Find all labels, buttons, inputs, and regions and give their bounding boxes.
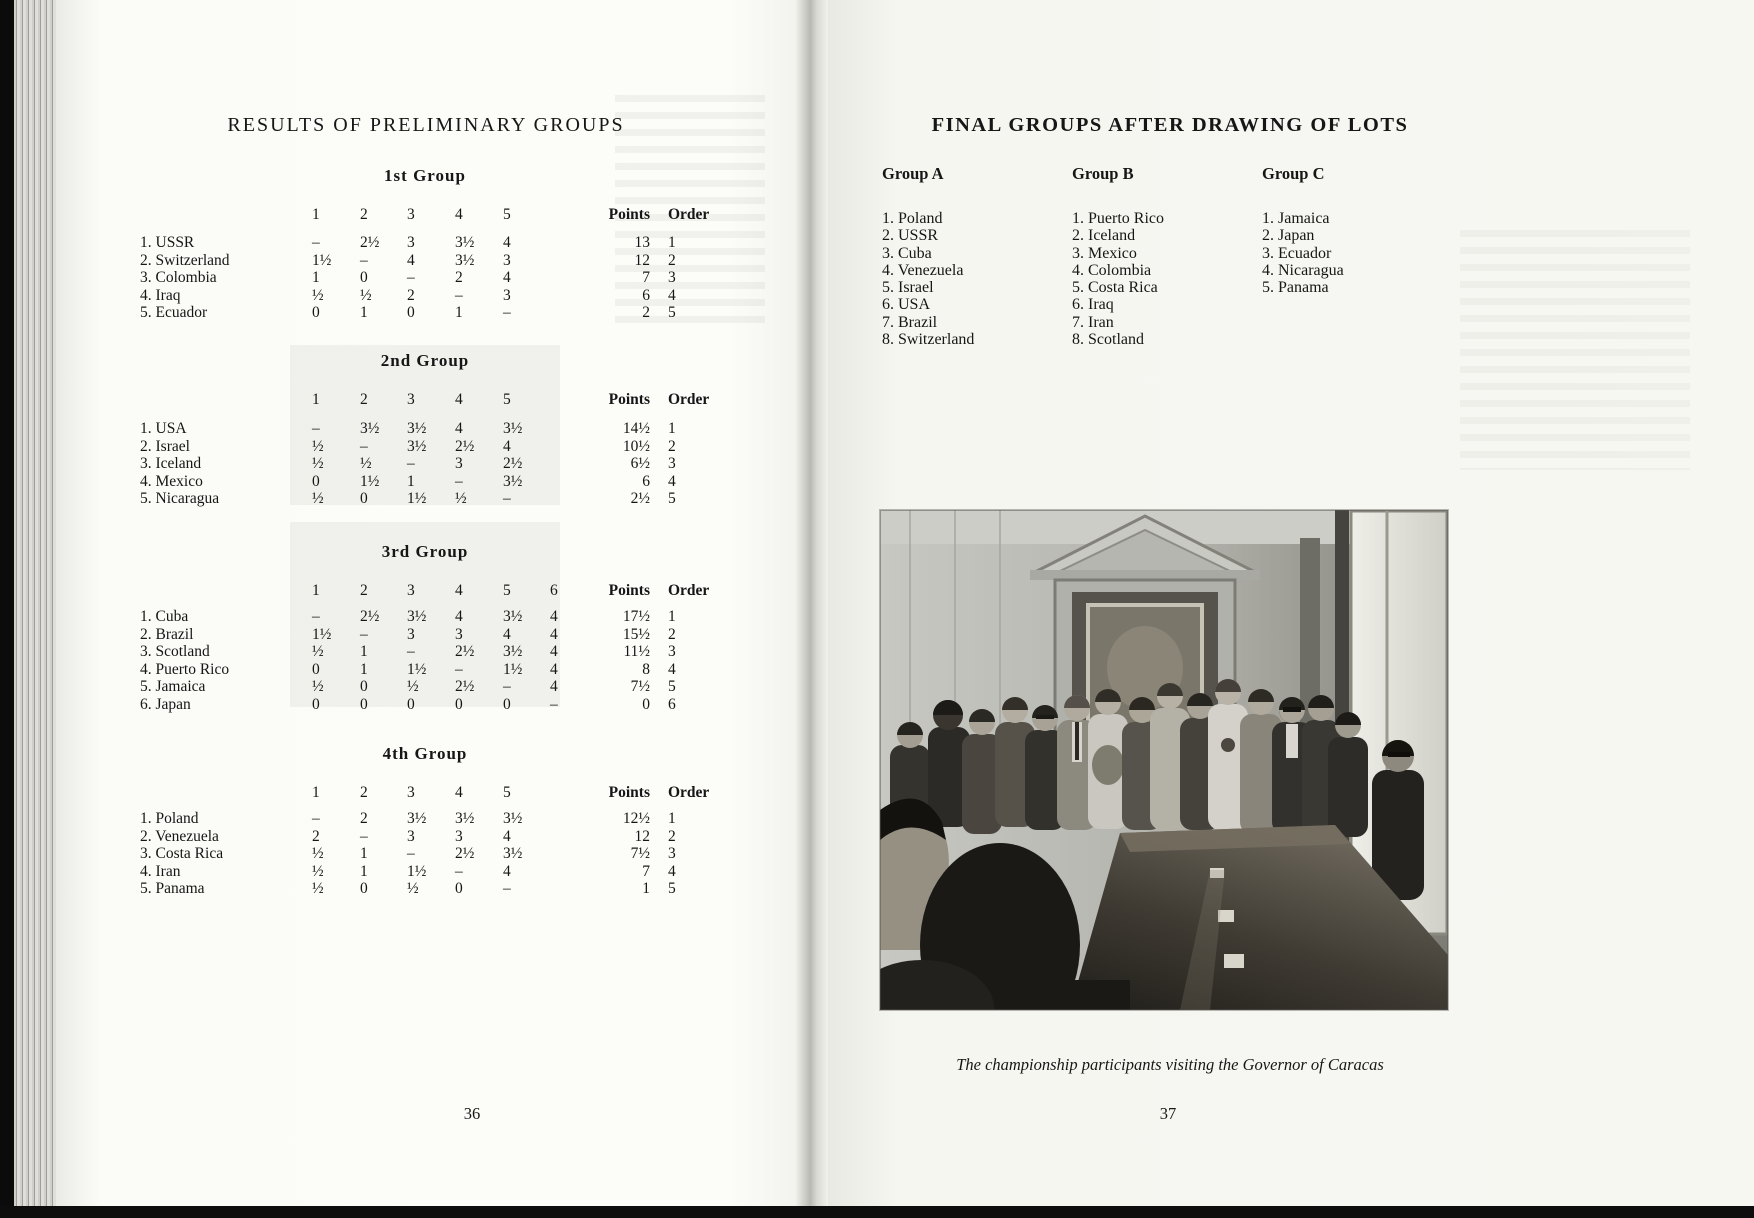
table-row bbox=[140, 880, 740, 898]
order-cell: 4 bbox=[668, 660, 676, 678]
list-item: 6. USA bbox=[882, 296, 931, 314]
score-cell: 3 bbox=[455, 827, 463, 845]
score-cell: 3 bbox=[503, 251, 511, 269]
score-cell: ½ bbox=[360, 286, 372, 304]
final-group-a-heading: Group A bbox=[882, 164, 944, 183]
team-name: 5. Panama bbox=[140, 880, 205, 897]
order-cell: 3 bbox=[668, 845, 676, 862]
score-cell: 4 bbox=[455, 420, 463, 437]
order-cell: 6 bbox=[668, 695, 676, 713]
score-cell: 1 bbox=[360, 643, 368, 660]
order-cell: 5 bbox=[668, 490, 676, 507]
column-number: 3 bbox=[407, 582, 415, 599]
final-group-a-list bbox=[882, 210, 974, 348]
list-item: 7. Brazil bbox=[882, 313, 938, 331]
column-number: 3 bbox=[407, 784, 415, 801]
score-cell: 3½ bbox=[455, 234, 475, 251]
points-cell: 6 bbox=[642, 472, 650, 490]
list-item: 4. Colombia bbox=[1072, 261, 1152, 279]
points-cell: 8 bbox=[642, 660, 650, 678]
score-cell: 4 bbox=[503, 269, 511, 286]
team-name: 1. Cuba bbox=[140, 608, 189, 625]
score-cell: 0 bbox=[407, 304, 415, 321]
score-cell: ½ bbox=[312, 455, 324, 472]
table-row bbox=[140, 455, 740, 473]
score-cell: 1 bbox=[360, 660, 368, 678]
order-cell: 1 bbox=[668, 234, 676, 251]
score-cell: 2 bbox=[407, 286, 415, 304]
list-item: 4. Nicaragua bbox=[1262, 261, 1344, 279]
score-cell: 4 bbox=[503, 437, 511, 455]
column-number: 4 bbox=[455, 784, 463, 801]
team-name: 2. Venezuela bbox=[140, 827, 219, 845]
score-cell: 1 bbox=[360, 304, 368, 321]
group-heading-2nd: 2nd Group bbox=[380, 351, 470, 370]
score-cell: 4 bbox=[503, 234, 511, 251]
points-cell: 1 bbox=[642, 880, 650, 897]
score-cell: – bbox=[407, 269, 415, 286]
column-number: 1 bbox=[312, 206, 320, 223]
final-group-b-heading: Group B bbox=[1072, 164, 1134, 183]
order-cell: 2 bbox=[668, 437, 676, 455]
score-cell: 2½ bbox=[455, 437, 475, 455]
points-header: Points bbox=[608, 391, 650, 408]
column-number: 2 bbox=[360, 391, 368, 408]
table-row bbox=[140, 828, 740, 846]
table-row bbox=[140, 696, 740, 714]
order-cell: 5 bbox=[668, 304, 676, 321]
score-cell: 3 bbox=[407, 827, 415, 845]
score-cell: 3½ bbox=[503, 643, 523, 660]
table-row bbox=[140, 845, 740, 863]
score-cell: 0 bbox=[312, 472, 320, 490]
score-cell: 3½ bbox=[407, 420, 427, 437]
score-cell: – bbox=[360, 827, 368, 845]
scan-bottom-border bbox=[0, 1206, 1754, 1218]
score-cell: ½ bbox=[312, 490, 324, 507]
score-cell: 1 bbox=[455, 304, 463, 321]
order-cell: 3 bbox=[668, 643, 676, 660]
score-cell: 3½ bbox=[455, 810, 475, 827]
score-cell: 0 bbox=[312, 695, 320, 713]
order-header: Order bbox=[668, 206, 710, 223]
table-row bbox=[140, 678, 740, 696]
order-cell: 5 bbox=[668, 678, 676, 695]
table-row bbox=[140, 643, 740, 661]
score-cell: 1½ bbox=[503, 660, 523, 678]
score-cell: ½ bbox=[360, 455, 372, 472]
score-cell: 2 bbox=[360, 810, 368, 827]
page-number-left: 36 bbox=[463, 1104, 481, 1123]
score-cell: ½ bbox=[312, 437, 324, 455]
list-item: 5. Israel bbox=[882, 279, 934, 297]
column-number: 1 bbox=[312, 582, 320, 599]
score-cell: 0 bbox=[360, 490, 368, 507]
table-row bbox=[140, 269, 740, 287]
table-row bbox=[140, 287, 740, 305]
score-cell: 3½ bbox=[503, 420, 523, 437]
score-cell: 0 bbox=[360, 269, 368, 286]
team-name: 1. USA bbox=[140, 420, 187, 437]
list-item: 5. Costa Rica bbox=[1072, 279, 1158, 297]
score-cell: 3 bbox=[503, 286, 511, 304]
score-cell: – bbox=[407, 845, 415, 862]
score-cell: 1½ bbox=[312, 625, 332, 643]
column-number: 3 bbox=[407, 391, 415, 408]
crosstable-4th-rows bbox=[140, 810, 740, 898]
points-header: Points bbox=[608, 206, 650, 223]
points-cell: 15½ bbox=[622, 625, 650, 643]
table-row bbox=[140, 626, 740, 644]
list-item: 5. Panama bbox=[1262, 279, 1329, 297]
list-item: 1. Puerto Rico bbox=[1072, 210, 1164, 227]
page-number-right: 37 bbox=[1159, 1104, 1177, 1123]
score-cell: 1½ bbox=[360, 472, 380, 490]
score-cell: 1 bbox=[360, 862, 368, 880]
score-cell: 3½ bbox=[503, 472, 523, 490]
crosstable-2nd-header bbox=[140, 391, 740, 409]
list-item: 3. Mexico bbox=[1072, 244, 1137, 262]
score-cell: 2½ bbox=[503, 455, 523, 472]
score-cell: 2 bbox=[455, 269, 463, 286]
score-cell: 3 bbox=[407, 625, 415, 643]
scan-left-border bbox=[0, 0, 14, 1218]
score-cell: 1 bbox=[312, 269, 320, 286]
order-cell: 1 bbox=[668, 420, 676, 437]
crosstable-2nd-rows bbox=[140, 420, 740, 508]
score-cell: 4 bbox=[550, 643, 558, 660]
list-item: 2. USSR bbox=[882, 227, 939, 245]
table-row bbox=[140, 490, 740, 508]
points-cell: 11½ bbox=[623, 643, 650, 660]
points-cell: 6 bbox=[642, 286, 650, 304]
score-cell: 2½ bbox=[455, 845, 475, 862]
score-cell: 2½ bbox=[455, 678, 475, 695]
score-cell: ½ bbox=[312, 862, 324, 880]
order-cell: 2 bbox=[668, 251, 676, 269]
score-cell: ½ bbox=[407, 880, 419, 897]
score-cell: – bbox=[455, 286, 463, 304]
points-cell: 12 bbox=[634, 251, 650, 269]
column-number: 5 bbox=[503, 206, 511, 223]
final-group-c-list bbox=[1262, 210, 1344, 296]
list-item: 1. Jamaica bbox=[1262, 210, 1330, 227]
score-cell: – bbox=[312, 234, 320, 251]
score-cell: – bbox=[360, 625, 368, 643]
points-cell: 12½ bbox=[622, 810, 650, 827]
score-cell: – bbox=[455, 660, 463, 678]
team-name: 2. Switzerland bbox=[140, 251, 230, 269]
group-heading-3rd: 3rd Group bbox=[381, 542, 469, 561]
score-cell: 0 bbox=[360, 880, 368, 897]
team-name: 3. Iceland bbox=[140, 455, 202, 472]
book-spine-shadow bbox=[796, 0, 828, 1218]
score-cell: 0 bbox=[312, 304, 320, 321]
score-cell: – bbox=[503, 490, 511, 507]
order-cell: 1 bbox=[668, 608, 676, 625]
list-item: 6. Iraq bbox=[1072, 296, 1114, 314]
score-cell: ½ bbox=[407, 678, 419, 695]
score-cell: 0 bbox=[360, 695, 368, 713]
points-cell: 7½ bbox=[630, 678, 650, 695]
team-name: 1. USSR bbox=[140, 234, 195, 251]
team-name: 5. Nicaragua bbox=[140, 490, 220, 507]
right-page-title: FINAL GROUPS AFTER DRAWING OF LOTS bbox=[931, 114, 1409, 136]
score-cell: 2½ bbox=[455, 643, 475, 660]
group-heading-4th: 4th Group bbox=[382, 744, 468, 763]
score-cell: 2 bbox=[312, 827, 320, 845]
score-cell: 3½ bbox=[503, 810, 523, 827]
team-name: 3. Scotland bbox=[140, 643, 210, 660]
list-item: 3. Ecuador bbox=[1262, 244, 1332, 262]
list-item: 2. Iceland bbox=[1072, 227, 1136, 245]
score-cell: 1½ bbox=[407, 490, 427, 507]
points-cell: 0 bbox=[642, 695, 650, 713]
book-page-edges bbox=[14, 0, 56, 1218]
points-cell: 17½ bbox=[622, 608, 650, 625]
final-group-b-list bbox=[1072, 210, 1164, 348]
team-name: 6. Japan bbox=[140, 695, 191, 713]
score-cell: – bbox=[455, 472, 463, 490]
score-cell: 3 bbox=[455, 625, 463, 643]
crosstable-3rd-rows bbox=[140, 608, 740, 713]
points-cell: 14½ bbox=[622, 420, 650, 437]
points-cell: 7 bbox=[642, 862, 650, 880]
score-cell: 3½ bbox=[360, 420, 380, 437]
column-number: 5 bbox=[503, 391, 511, 408]
score-cell: ½ bbox=[455, 490, 467, 507]
score-cell: 0 bbox=[455, 880, 463, 897]
list-item: 8. Switzerland bbox=[882, 331, 975, 349]
column-number: 5 bbox=[503, 582, 511, 599]
team-name: 3. Colombia bbox=[140, 269, 217, 286]
score-cell: 0 bbox=[407, 695, 415, 713]
score-cell: ½ bbox=[312, 286, 324, 304]
score-cell: 3½ bbox=[407, 608, 427, 625]
score-cell: – bbox=[407, 455, 415, 472]
score-cell: – bbox=[360, 251, 368, 269]
team-name: 4. Iraq bbox=[140, 286, 181, 304]
team-name: 1. Poland bbox=[140, 810, 199, 827]
score-cell: 0 bbox=[503, 695, 511, 713]
score-cell: ½ bbox=[312, 880, 324, 897]
table-row bbox=[140, 608, 740, 626]
score-cell: – bbox=[503, 678, 511, 695]
score-cell: ½ bbox=[312, 845, 324, 862]
score-cell: – bbox=[312, 420, 320, 437]
order-cell: 5 bbox=[668, 880, 676, 897]
column-number: 2 bbox=[360, 582, 368, 599]
score-cell: 1½ bbox=[407, 862, 427, 880]
score-cell: 4 bbox=[503, 862, 511, 880]
order-cell: 2 bbox=[668, 625, 676, 643]
points-cell: 7 bbox=[642, 269, 650, 286]
group-photo-illustration bbox=[880, 510, 1448, 1010]
group-heading-1st: 1st Group bbox=[384, 166, 466, 185]
table-row bbox=[140, 863, 740, 881]
final-group-c-heading: Group C bbox=[1262, 164, 1325, 183]
column-number: 4 bbox=[455, 206, 463, 223]
order-cell: 3 bbox=[668, 269, 676, 286]
table-row bbox=[140, 810, 740, 828]
order-header: Order bbox=[668, 784, 710, 801]
score-cell: 0 bbox=[360, 678, 368, 695]
list-item: 4. Venezuela bbox=[882, 261, 964, 279]
score-cell: 4 bbox=[550, 660, 558, 678]
score-cell: ½ bbox=[312, 643, 324, 660]
order-header: Order bbox=[668, 391, 710, 408]
scan-showthrough-text bbox=[1460, 230, 1690, 470]
order-cell: 4 bbox=[668, 472, 676, 490]
points-cell: 7½ bbox=[630, 845, 650, 862]
photo-caption: The championship participants visiting the Governor of Caracas bbox=[956, 1055, 1384, 1074]
table-row bbox=[140, 661, 740, 679]
team-name: 2. Brazil bbox=[140, 625, 194, 643]
column-number: 4 bbox=[455, 391, 463, 408]
score-cell: – bbox=[407, 643, 415, 660]
score-cell: 3½ bbox=[503, 845, 523, 862]
table-row bbox=[140, 252, 740, 270]
score-cell: 1 bbox=[360, 845, 368, 862]
order-cell: 1 bbox=[668, 810, 676, 827]
list-item: 2. Japan bbox=[1262, 227, 1315, 245]
column-number: 2 bbox=[360, 784, 368, 801]
column-number: 1 bbox=[312, 784, 320, 801]
score-cell: 4 bbox=[503, 625, 511, 643]
order-cell: 4 bbox=[668, 862, 676, 880]
team-name: 5. Ecuador bbox=[140, 304, 208, 321]
score-cell: 4 bbox=[550, 608, 558, 625]
score-cell: – bbox=[503, 880, 511, 897]
team-name: 4. Puerto Rico bbox=[140, 660, 230, 678]
team-name: 2. Israel bbox=[140, 437, 190, 455]
column-number: 2 bbox=[360, 206, 368, 223]
score-cell: 4 bbox=[407, 251, 415, 269]
score-cell: 2½ bbox=[360, 608, 380, 625]
score-cell: – bbox=[360, 437, 368, 455]
score-cell: 3½ bbox=[407, 810, 427, 827]
score-cell: 4 bbox=[550, 678, 558, 695]
crosstable-4th-header bbox=[140, 784, 740, 802]
points-cell: 2½ bbox=[630, 490, 650, 507]
order-header: Order bbox=[668, 582, 710, 599]
score-cell: 0 bbox=[312, 660, 320, 678]
team-name: 4. Mexico bbox=[140, 472, 203, 490]
score-cell: ½ bbox=[312, 678, 324, 695]
column-number: 1 bbox=[312, 391, 320, 408]
list-item: 8. Scotland bbox=[1072, 331, 1144, 349]
score-cell: 0 bbox=[455, 695, 463, 713]
score-cell: 3 bbox=[455, 455, 463, 472]
column-number: 3 bbox=[407, 206, 415, 223]
crosstable-3rd-header bbox=[140, 582, 740, 600]
table-row bbox=[140, 438, 740, 456]
order-cell: 2 bbox=[668, 827, 676, 845]
score-cell: – bbox=[312, 810, 320, 827]
order-cell: 3 bbox=[668, 455, 676, 472]
score-cell: 3½ bbox=[503, 608, 523, 625]
points-cell: 10½ bbox=[622, 437, 650, 455]
score-cell: 1½ bbox=[407, 660, 427, 678]
order-cell: 4 bbox=[668, 286, 676, 304]
points-header: Points bbox=[608, 784, 650, 801]
score-cell: – bbox=[550, 695, 558, 713]
score-cell: 3½ bbox=[455, 251, 475, 269]
table-row bbox=[140, 420, 740, 438]
team-name: 5. Jamaica bbox=[140, 678, 206, 695]
score-cell: – bbox=[503, 304, 511, 321]
list-item: 7. Iran bbox=[1072, 313, 1114, 331]
table-row bbox=[140, 304, 740, 322]
column-number: 4 bbox=[455, 582, 463, 599]
score-cell: 3½ bbox=[407, 437, 427, 455]
table-row bbox=[140, 473, 740, 491]
crosstable-1st-header bbox=[140, 206, 740, 224]
column-number: 5 bbox=[503, 784, 511, 801]
score-cell: 1½ bbox=[312, 251, 332, 269]
team-name: 3. Costa Rica bbox=[140, 845, 224, 862]
left-page-title: RESULTS OF PRELIMINARY GROUPS bbox=[227, 114, 625, 136]
score-cell: 4 bbox=[455, 608, 463, 625]
column-number: 6 bbox=[550, 582, 558, 599]
score-cell: 2½ bbox=[360, 234, 380, 251]
points-cell: 12 bbox=[634, 827, 650, 845]
points-cell: 6½ bbox=[630, 455, 650, 472]
crosstable-1st-rows bbox=[140, 234, 740, 322]
group-photo bbox=[880, 510, 1448, 1010]
score-cell: 4 bbox=[503, 827, 511, 845]
points-cell: 13 bbox=[634, 234, 650, 251]
team-name: 4. Iran bbox=[140, 862, 181, 880]
score-cell: 4 bbox=[550, 625, 558, 643]
score-cell: 3 bbox=[407, 234, 415, 251]
score-cell: – bbox=[312, 608, 320, 625]
list-item: 3. Cuba bbox=[882, 244, 932, 262]
table-row bbox=[140, 234, 740, 252]
score-cell: – bbox=[455, 862, 463, 880]
points-header: Points bbox=[608, 582, 650, 599]
list-item: 1. Poland bbox=[882, 210, 943, 227]
score-cell: 1 bbox=[407, 472, 415, 490]
points-cell: 2 bbox=[642, 304, 650, 321]
